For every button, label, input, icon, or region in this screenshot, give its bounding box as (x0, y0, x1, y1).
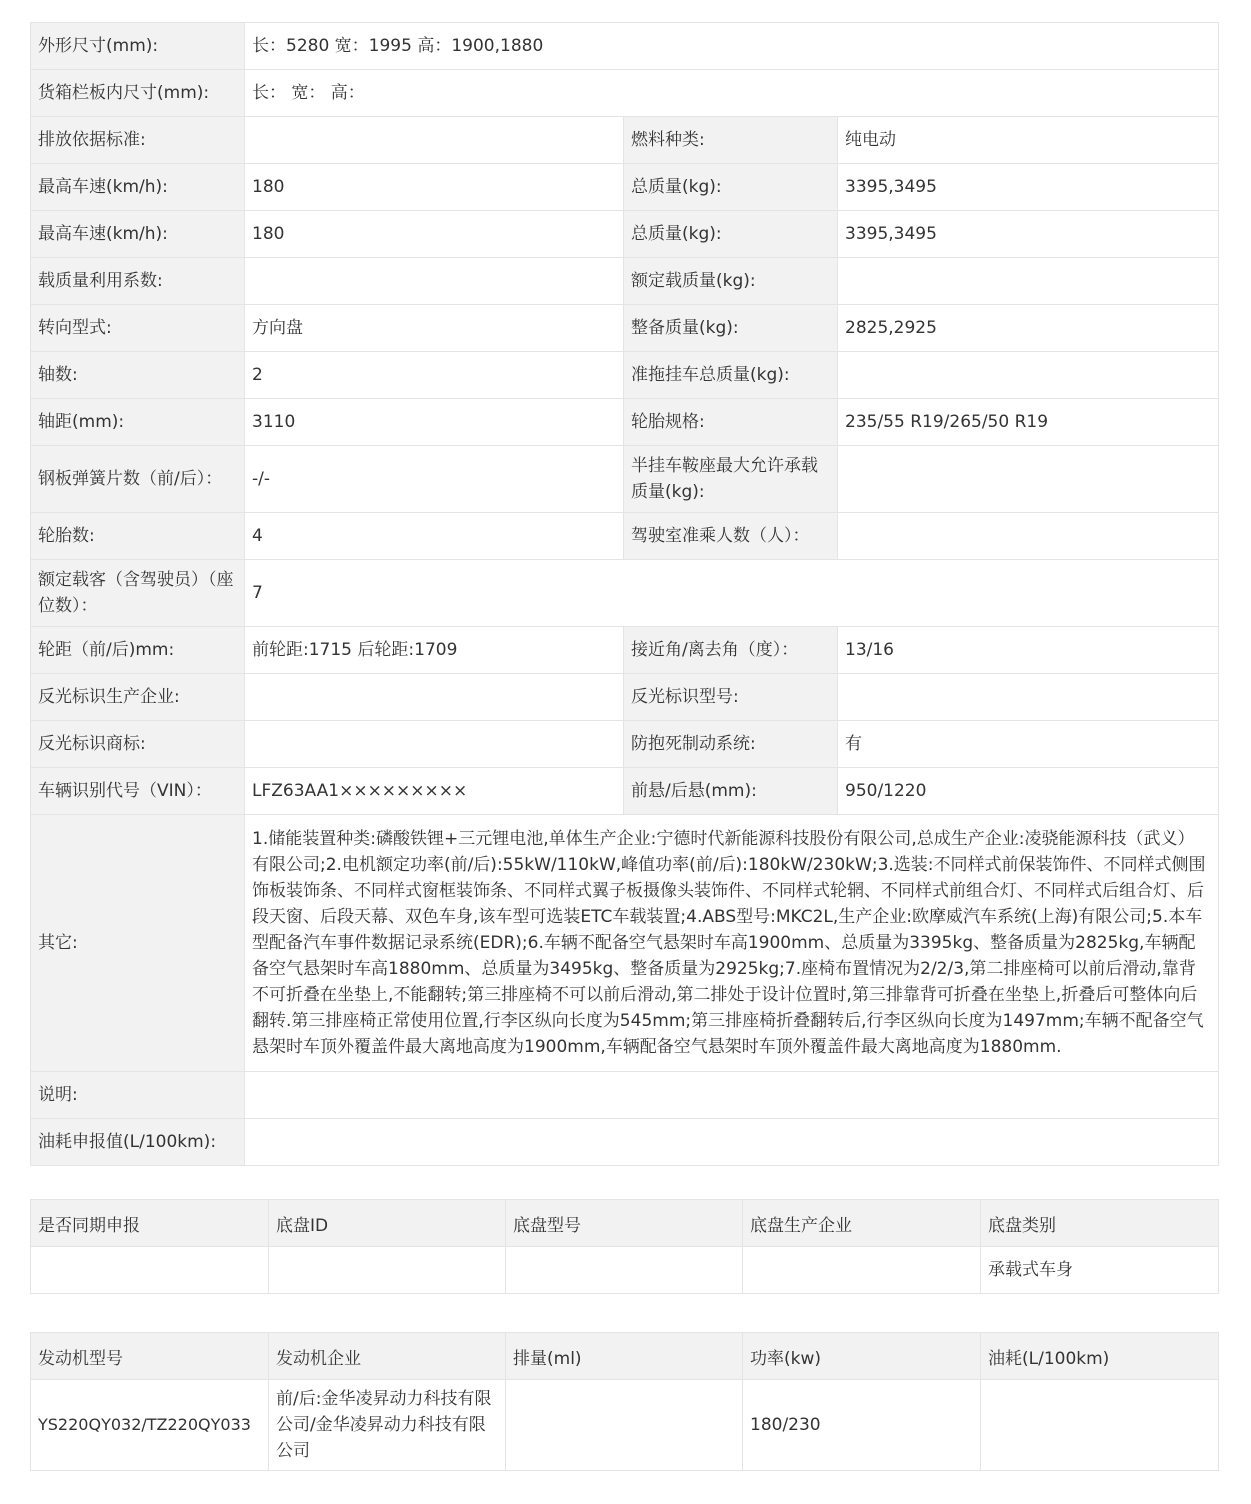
steering-label: 转向型式: (31, 305, 245, 352)
table-cell (506, 1380, 743, 1471)
abs-value: 有 (838, 721, 1219, 768)
notes-label: 说明: (31, 1072, 245, 1119)
table-cell: YS220QY032/TZ220QY033 (31, 1380, 269, 1471)
fuel-type-label: 燃料种类: (624, 117, 838, 164)
emission-standard-value (245, 117, 624, 164)
gross-mass-value: 3395,3495 (838, 164, 1219, 211)
tire-spec-value: 235/55 R19/265/50 R19 (838, 399, 1219, 446)
passengers-label: 额定载客（含驾驶员）（座位数）： (31, 560, 245, 627)
spec-row (31, 627, 1219, 674)
saddle-load-label: 半挂车鞍座最大允许承载质量(kg): (624, 446, 838, 513)
dimensions-label: 外形尺寸(mm): (31, 23, 245, 70)
tire-count-value: 4 (245, 513, 624, 560)
reflector-brand-label: 反光标识商标: (31, 721, 245, 768)
spec-row-fuel-consumption (31, 1119, 1219, 1166)
spec-row-dimensions (31, 23, 1219, 70)
spec-row-cargo-box (31, 70, 1219, 117)
spec-row (31, 721, 1219, 768)
spec-row-notes (31, 1072, 1219, 1119)
column-header: 底盘生产企业 (743, 1200, 981, 1247)
cargo-box-label: 货箱栏板内尺寸(mm): (31, 70, 245, 117)
vehicle-spec-table (30, 22, 1219, 1166)
spec-row (31, 164, 1219, 211)
table-header-row (31, 1200, 1219, 1247)
column-header: 底盘ID (269, 1200, 506, 1247)
tire-count-label: 轮胎数: (31, 513, 245, 560)
column-header: 功率(kw) (743, 1333, 981, 1380)
table-row (31, 1380, 1219, 1471)
spec-row (31, 117, 1219, 164)
rated-load-label: 额定载质量(kg): (624, 258, 838, 305)
cab-capacity-label: 驾驶室准乘人数（人）： (624, 513, 838, 560)
table-cell: 承载式车身 (981, 1247, 1219, 1294)
passengers-value: 7 (245, 560, 1219, 627)
reflector-model-label: 反光标识型号: (624, 674, 838, 721)
spec-row (31, 768, 1219, 815)
curb-mass-label: 整备质量(kg): (624, 305, 838, 352)
rated-load-value (838, 258, 1219, 305)
table-cell (981, 1380, 1219, 1471)
max-speed-value: 180 (245, 164, 624, 211)
table-header-row (31, 1333, 1219, 1380)
steering-value: 方向盘 (245, 305, 624, 352)
spec-row (31, 258, 1219, 305)
reflector-model-value (838, 674, 1219, 721)
spec-row (31, 513, 1219, 560)
spec-row (31, 446, 1219, 513)
other-value: 1.储能装置种类:磷酸铁锂+三元锂电池,单体生产企业:宁德时代新能源科技股份有限公司,总成生产企业:凌骁能源科技（武义）有限公司;2.电机额定功率(前/后):55kW/110kW,峰值功率(前/后):180kW/230kW;3.选装:不同样式前保装饰件、不同样式侧围饰板装饰条、不同样式窗框装饰条、不同样式翼子板摄像头装饰件、不同样式轮辋、不同样式前组合灯、不同样式后组合灯、后段天窗、后段天幕、双色车身,该车型可选装ETC车载装置;4.ABS型号:MKC2L,生产企业:欧摩威汽车系统(上海)有限公司;5.本车型配备汽车事件数据记录系统(EDR);6.车辆不配备空气悬架时车高1900mm、总质量为3395kg、整备质量为2825kg,车辆配备空气悬架时车高1880mm、总质量为3495kg、整备质量为2925kg;7.座椅布置情况为2/2/3,第二排座椅可以前后滑动,靠背不可折叠在坐垫上,不能翻转;第三排座椅不可以前后滑动,第二排处于设计位置时,第三排靠背可折叠在坐垫上,折叠后可整体向后翻转.第三排座椅正常使用位置,行李区纵向长度为545mm;第三排座椅折叠翻转后,行李区纵向长度为1497mm;车辆不配备空气悬架时车顶外覆盖件最大离地高度为1900mm,车辆配备空气悬架时车顶外覆盖件最大离地高度为1880mm. (245, 815, 1219, 1072)
wheelbase-value: 3110 (245, 399, 624, 446)
other-label: 其它: (31, 815, 245, 1072)
spec-row-passengers (31, 560, 1219, 627)
gross-mass-label: 总质量(kg): (624, 211, 838, 258)
fuel-consumption-label: 油耗申报值(L/100km): (31, 1119, 245, 1166)
reflector-brand-value (245, 721, 624, 768)
load-factor-value (245, 258, 624, 305)
reflector-maker-value (245, 674, 624, 721)
column-header: 发动机型号 (31, 1333, 269, 1380)
table-cell: 前/后:金华凌昇动力科技有限公司/金华凌昇动力科技有限公司 (269, 1380, 506, 1471)
angles-label: 接近角/离去角（度）： (624, 627, 838, 674)
fuel-consumption-value (245, 1119, 1219, 1166)
chassis-table (30, 1199, 1219, 1294)
angles-value: 13/16 (838, 627, 1219, 674)
emission-standard-label: 排放依据标准: (31, 117, 245, 164)
reflector-maker-label: 反光标识生产企业: (31, 674, 245, 721)
cab-capacity-value (838, 513, 1219, 560)
fuel-type-value: 纯电动 (838, 117, 1219, 164)
axles-label: 轴数: (31, 352, 245, 399)
column-header: 底盘类别 (981, 1200, 1219, 1247)
trailer-mass-value (838, 352, 1219, 399)
spec-row-other (31, 815, 1219, 1072)
leaf-springs-value: -/- (245, 446, 624, 513)
curb-mass-value: 2825,2925 (838, 305, 1219, 352)
gross-mass-value: 3395,3495 (838, 211, 1219, 258)
table-cell: 180/230 (743, 1380, 981, 1471)
max-speed-value: 180 (245, 211, 624, 258)
spec-row (31, 674, 1219, 721)
table-row (31, 1247, 1219, 1294)
column-header: 是否同期申报 (31, 1200, 269, 1247)
abs-label: 防抱死制动系统: (624, 721, 838, 768)
column-header: 油耗(L/100km) (981, 1333, 1219, 1380)
load-factor-label: 载质量利用系数: (31, 258, 245, 305)
table-cell (31, 1247, 269, 1294)
spec-row (31, 352, 1219, 399)
spec-row (31, 211, 1219, 258)
track-value: 前轮距:1715 后轮距:1709 (245, 627, 624, 674)
leaf-springs-label: 钢板弹簧片数（前/后）： (31, 446, 245, 513)
engine-table (30, 1332, 1219, 1471)
saddle-load-value (838, 446, 1219, 513)
vin-value: LFZ63AA1××××××××× (245, 768, 624, 815)
dimensions-value: 长：5280 宽：1995 高：1900,1880 (245, 23, 1219, 70)
track-label: 轮距（前/后)mm: (31, 627, 245, 674)
column-header: 排量(ml) (506, 1333, 743, 1380)
max-speed-label: 最高车速(km/h): (31, 211, 245, 258)
tire-spec-label: 轮胎规格: (624, 399, 838, 446)
wheelbase-label: 轴距(mm): (31, 399, 245, 446)
spec-row (31, 305, 1219, 352)
trailer-mass-label: 准拖挂车总质量(kg): (624, 352, 838, 399)
vin-label: 车辆识别代号（VIN）： (31, 768, 245, 815)
table-cell (269, 1247, 506, 1294)
column-header: 发动机企业 (269, 1333, 506, 1380)
table-cell (743, 1247, 981, 1294)
table-cell (506, 1247, 743, 1294)
axles-value: 2 (245, 352, 624, 399)
notes-value (245, 1072, 1219, 1119)
gross-mass-label: 总质量(kg): (624, 164, 838, 211)
column-header: 底盘型号 (506, 1200, 743, 1247)
max-speed-label: 最高车速(km/h): (31, 164, 245, 211)
cargo-box-value: 长： 宽： 高： (245, 70, 1219, 117)
overhang-value: 950/1220 (838, 768, 1219, 815)
overhang-label: 前悬/后悬(mm): (624, 768, 838, 815)
spec-row (31, 399, 1219, 446)
